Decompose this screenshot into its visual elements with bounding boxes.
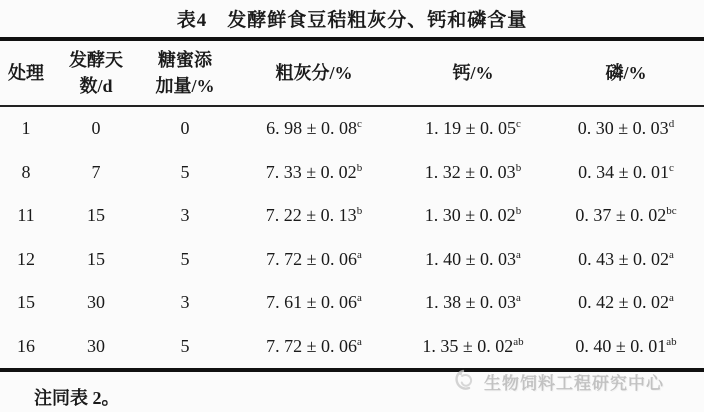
cell-days: 7 bbox=[91, 161, 101, 182]
cell-crude-ash bbox=[266, 249, 362, 270]
table-row bbox=[0, 194, 704, 238]
cell-crude-ash bbox=[266, 292, 362, 313]
cell-crude-ash bbox=[266, 336, 362, 357]
cell-days: 0 bbox=[91, 118, 101, 139]
watermark bbox=[453, 368, 664, 394]
value: 0. 40 ± 0. 01 bbox=[575, 335, 667, 356]
significance-superscript: ab bbox=[513, 335, 524, 348]
cell-crude-ash bbox=[266, 205, 362, 226]
value: 7. 72 ± 0. 06 bbox=[266, 335, 357, 356]
column-header-label: 数/d bbox=[79, 76, 113, 96]
table-row bbox=[0, 325, 704, 369]
significance-superscript: a bbox=[516, 248, 521, 261]
cell-molasses: 5 bbox=[180, 161, 190, 182]
value: 1. 30 ± 0. 02 bbox=[424, 205, 516, 226]
significance-superscript: b bbox=[356, 161, 363, 174]
value: 1. 38 ± 0. 03 bbox=[425, 292, 516, 313]
value: 7. 61 ± 0. 06 bbox=[266, 292, 357, 313]
column-header-calcium bbox=[452, 60, 493, 86]
watermark-text: 生物饲料工程研究中心 bbox=[484, 373, 664, 393]
cell-phosphorus bbox=[575, 205, 676, 226]
significance-superscript: d bbox=[668, 118, 675, 131]
value: 0. 37 ± 0. 02 bbox=[575, 205, 667, 226]
cell-crude-ash bbox=[266, 162, 362, 183]
cell-calcium bbox=[425, 249, 521, 270]
cell-days: 15 bbox=[87, 205, 105, 226]
column-header-phosphorus bbox=[605, 60, 646, 86]
value: 0. 34 ± 0. 01 bbox=[578, 161, 669, 182]
cell-treatment: 15 bbox=[17, 292, 35, 313]
footnote: 注同表 2。 bbox=[34, 388, 120, 408]
cell-molasses: 5 bbox=[180, 248, 190, 269]
cell-treatment: 12 bbox=[17, 248, 35, 269]
cell-phosphorus bbox=[578, 162, 674, 183]
column-header-label: 糖蜜添 bbox=[157, 49, 212, 70]
cell-calcium bbox=[425, 205, 521, 226]
cell-crude-ash bbox=[266, 118, 362, 139]
cell-treatment: 1 bbox=[21, 118, 31, 139]
value: 1. 19 ± 0. 05 bbox=[425, 118, 516, 139]
value: 7. 72 ± 0. 06 bbox=[266, 248, 357, 269]
cell-phosphorus bbox=[575, 336, 676, 357]
column-header-label: 粗灰分/% bbox=[275, 62, 353, 83]
column-header-label: 处理 bbox=[8, 62, 44, 83]
table-row bbox=[0, 238, 704, 282]
column-header-treatment bbox=[8, 60, 44, 86]
significance-superscript: b bbox=[515, 161, 522, 174]
cell-calcium bbox=[422, 336, 523, 357]
table-row bbox=[0, 107, 704, 151]
significance-superscript: b bbox=[515, 205, 522, 218]
column-header-label: 发酵天 bbox=[69, 49, 123, 70]
cell-phosphorus bbox=[578, 292, 674, 313]
research-center-emblem-icon bbox=[453, 368, 479, 394]
cell-days: 30 bbox=[87, 292, 105, 313]
significance-superscript: bc bbox=[666, 205, 677, 218]
cell-calcium bbox=[425, 292, 521, 313]
significance-superscript: c bbox=[516, 118, 521, 131]
value: 0. 43 ± 0. 02 bbox=[578, 248, 669, 269]
significance-superscript: a bbox=[516, 292, 521, 305]
cell-treatment: 11 bbox=[17, 205, 35, 226]
value: 0. 42 ± 0. 02 bbox=[578, 292, 669, 313]
table-row bbox=[0, 281, 704, 325]
significance-superscript: ab bbox=[666, 335, 677, 348]
value: 6. 98 ± 0. 08 bbox=[266, 118, 357, 139]
cell-treatment: 8 bbox=[21, 161, 31, 182]
table-title: 表4 发酵鲜食豆秸粗灰分、钙和磷含量 bbox=[176, 10, 528, 31]
cell-phosphorus bbox=[578, 118, 674, 139]
column-header-crude-ash bbox=[275, 60, 352, 86]
value: 1. 35 ± 0. 02 bbox=[422, 335, 514, 356]
cell-days: 30 bbox=[87, 335, 105, 356]
value: 0. 30 ± 0. 03 bbox=[577, 118, 669, 139]
significance-superscript: b bbox=[356, 205, 363, 218]
column-header-molasses-addition bbox=[155, 47, 214, 99]
significance-superscript: a bbox=[357, 248, 362, 261]
significance-superscript: c bbox=[669, 161, 674, 174]
table-header-row bbox=[0, 41, 704, 105]
cell-days: 15 bbox=[87, 248, 105, 269]
cell-treatment: 16 bbox=[17, 335, 35, 356]
column-header-label: 钙/% bbox=[452, 62, 494, 83]
column-header-label: 加量/% bbox=[155, 76, 215, 96]
cell-calcium bbox=[425, 162, 521, 183]
cell-molasses: 5 bbox=[180, 335, 190, 356]
table-body bbox=[0, 107, 704, 368]
cell-phosphorus bbox=[578, 249, 674, 270]
cell-molasses: 3 bbox=[180, 292, 190, 313]
value: 7. 22 ± 0. 13 bbox=[265, 205, 357, 226]
cell-molasses: 3 bbox=[180, 205, 190, 226]
value: 7. 33 ± 0. 02 bbox=[265, 161, 357, 182]
cell-molasses: 0 bbox=[180, 118, 190, 139]
significance-superscript: a bbox=[669, 248, 674, 261]
value: 1. 32 ± 0. 03 bbox=[424, 161, 516, 182]
cell-calcium bbox=[425, 118, 521, 139]
column-header-fermentation-days bbox=[69, 47, 123, 99]
significance-superscript: c bbox=[357, 118, 362, 131]
significance-superscript: a bbox=[357, 292, 362, 305]
significance-superscript: a bbox=[357, 335, 362, 348]
table-row bbox=[0, 151, 704, 195]
column-header-label: 磷/% bbox=[605, 62, 647, 83]
significance-superscript: a bbox=[669, 292, 674, 305]
value: 1. 40 ± 0. 03 bbox=[425, 248, 516, 269]
